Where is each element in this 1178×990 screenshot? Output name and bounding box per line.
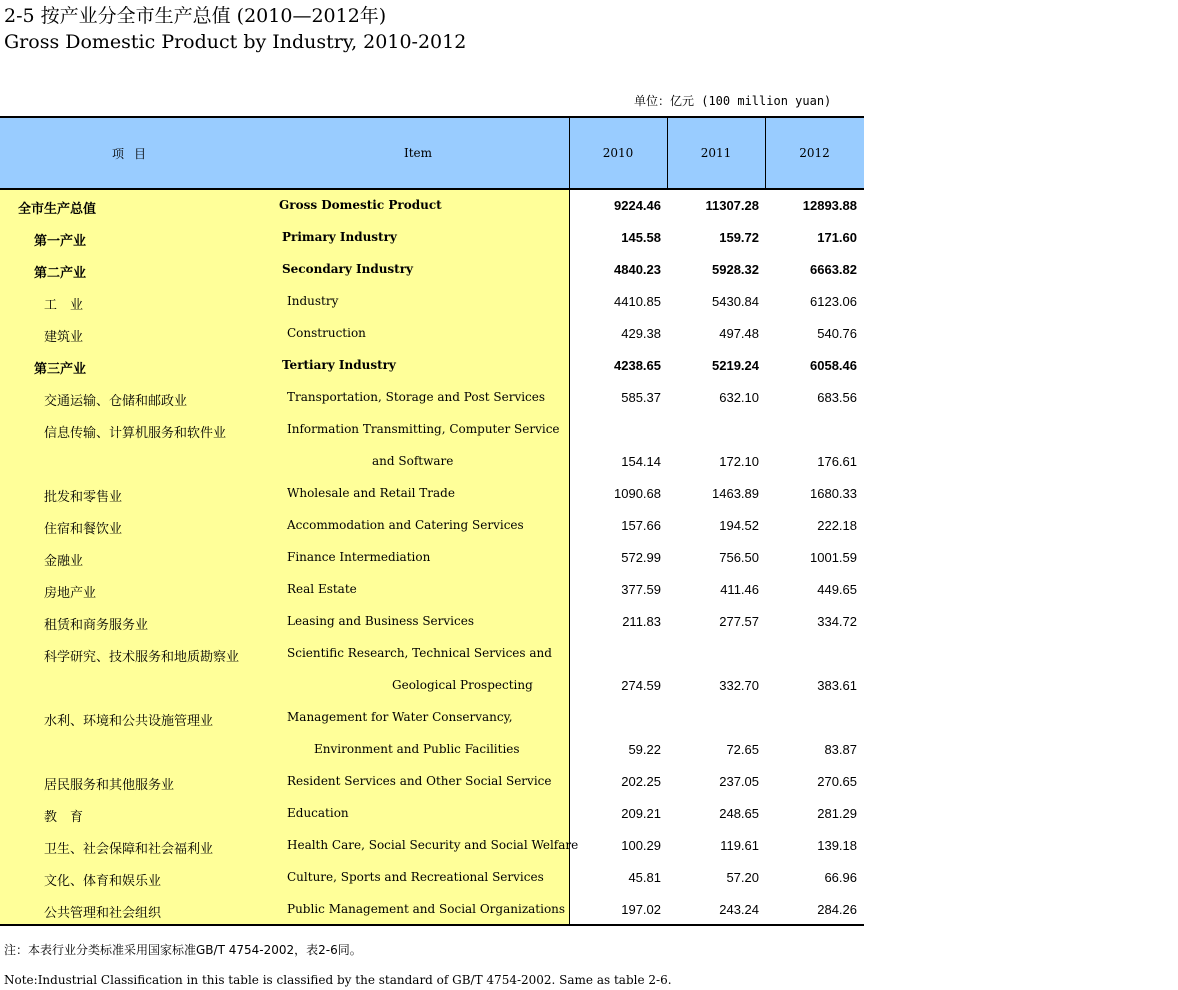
row-value-2011: 72.65: [726, 742, 759, 757]
header-divider: [667, 118, 668, 188]
row-value-2012: 540.76: [817, 326, 857, 341]
row-value-2010: 429.38: [621, 326, 661, 341]
row-value-2010: 100.29: [621, 838, 661, 853]
row-value-2011: 5928.32: [712, 262, 759, 277]
row-value-2011: 172.10: [719, 454, 759, 469]
table-row: [0, 414, 864, 446]
table-row: [0, 606, 864, 638]
header-year-2010: 2010: [602, 146, 634, 160]
row-value-2011: 119.61: [720, 838, 759, 853]
row-value-2012: 83.87: [824, 742, 857, 757]
row-value-2010: 59.22: [628, 742, 661, 757]
table-row: [0, 542, 864, 574]
row-value-2012: 270.65: [817, 774, 857, 789]
row-value-2012: 222.18: [817, 518, 857, 533]
row-value-2010: 154.14: [621, 454, 661, 469]
row-item-en: Health Care, Social Security and Social Welfare: [287, 838, 579, 852]
row-item-cn: 信息传输、计算机服务和软件业: [44, 426, 227, 441]
row-item-cn: 水利、环境和公共设施管理业: [44, 714, 214, 729]
table-row: [0, 670, 864, 702]
row-value-2010: 572.99: [621, 550, 661, 565]
row-value-2012: 139.18: [817, 838, 857, 853]
row-value-2010: 4410.85: [614, 294, 661, 309]
table-row: [0, 382, 864, 414]
row-value-2012: 449.65: [817, 582, 857, 597]
row-item-cn: 房地产业: [44, 586, 97, 601]
row-value-2012: 6663.82: [810, 262, 857, 277]
row-value-2012: 12893.88: [802, 198, 857, 213]
row-value-2010: 1090.68: [614, 486, 661, 501]
row-value-2011: 159.72: [719, 230, 759, 245]
row-item-cn: 公共管理和社会组织: [44, 906, 162, 921]
row-item-cn: 教 育: [44, 810, 84, 825]
table-row: [0, 478, 864, 510]
footnote-chinese: 注：本表行业分类标准采用国家标准GB/T 4754-2002，表2-6同。: [4, 943, 362, 957]
row-item-en: Secondary Industry: [282, 262, 414, 276]
title-english: Gross Domestic Product by Industry, 2010-2012: [4, 31, 467, 53]
table-row: [0, 318, 864, 350]
row-item-en: Public Management and Social Organizations: [287, 902, 566, 916]
row-item-cn: 第二产业: [34, 266, 87, 281]
row-item-cn: 租赁和商务服务业: [44, 618, 149, 633]
row-item-en: Culture, Sports and Recreational Services: [287, 870, 544, 884]
row-value-2011: 237.05: [719, 774, 759, 789]
title-chinese: 2-5 按产业分全市生产总值 (2010—2012年): [4, 5, 387, 27]
header-divider: [765, 118, 766, 188]
row-value-2010: 585.37: [621, 390, 661, 405]
row-item-en: Leasing and Business Services: [287, 614, 474, 628]
row-item-cn: 建筑业: [44, 330, 84, 345]
row-value-2011: 497.48: [719, 326, 759, 341]
row-value-2012: 6058.46: [810, 358, 857, 373]
row-item-en: Wholesale and Retail Trade: [287, 486, 455, 500]
row-item-en: Environment and Public Facilities: [314, 742, 520, 756]
header-item-en: Item: [403, 146, 433, 160]
table-row: [0, 766, 864, 798]
row-item-cn: 文化、体育和娱乐业: [44, 874, 162, 889]
row-item-cn: 工 业: [44, 298, 84, 313]
row-value-2012: 281.29: [817, 806, 857, 821]
table-row: [0, 862, 864, 894]
header-divider: [569, 118, 570, 188]
row-value-2010: 157.66: [621, 518, 661, 533]
table-row: [0, 446, 864, 478]
row-item-cn: 住宿和餐饮业: [44, 522, 123, 537]
table-row: [0, 510, 864, 542]
header-year-2012: 2012: [799, 146, 830, 160]
row-value-2010: 4840.23: [614, 262, 661, 277]
row-item-en: Education: [287, 806, 349, 820]
row-value-2011: 57.20: [726, 870, 759, 885]
row-item-en: Finance Intermediation: [287, 550, 431, 564]
row-value-2011: 194.52: [719, 518, 759, 533]
row-item-en: Transportation, Storage and Post Services: [287, 390, 546, 404]
row-value-2010: 202.25: [621, 774, 661, 789]
table-row: [0, 574, 864, 606]
row-item-en: Information Transmitting, Computer Service: [287, 422, 560, 436]
row-item-cn: 第一产业: [34, 234, 87, 249]
row-value-2012: 334.72: [817, 614, 857, 629]
row-item-en: Management for Water Conservancy,: [287, 710, 513, 724]
footnote-english: Note:Industrial Classification in this table is classified by the standard of GB/T 4754-2002. Same as table 2-6.: [4, 973, 672, 987]
row-item-cn: 卫生、社会保障和社会福利业: [44, 842, 214, 857]
row-value-2011: 5219.24: [712, 358, 759, 373]
table-row: [0, 702, 864, 734]
row-item-en: and Software: [372, 454, 454, 468]
row-value-2011: 243.24: [719, 902, 759, 917]
row-value-2010: 4238.65: [614, 358, 661, 373]
table-row: [0, 254, 864, 286]
row-item-cn: 批发和零售业: [44, 490, 123, 505]
row-value-2010: 274.59: [621, 678, 661, 693]
row-value-2010: 9224.46: [614, 198, 661, 213]
table-header: [0, 116, 864, 190]
table-row: [0, 286, 864, 318]
row-item-en: Gross Domestic Product: [279, 198, 442, 212]
row-value-2010: 377.59: [621, 582, 661, 597]
row-item-cn: 居民服务和其他服务业: [44, 778, 175, 793]
row-item-en: Primary Industry: [282, 230, 397, 244]
row-item-en: Scientific Research, Technical Services and: [287, 646, 552, 660]
row-value-2012: 1680.33: [810, 486, 857, 501]
row-value-2011: 756.50: [719, 550, 759, 565]
row-item-en: Construction: [287, 326, 366, 340]
row-value-2012: 284.26: [817, 902, 857, 917]
row-item-cn: 金融业: [44, 554, 84, 569]
row-value-2011: 5430.84: [712, 294, 759, 309]
header-item-cn: 项目: [111, 146, 156, 161]
row-item-cn: 科学研究、技术服务和地质勘察业: [44, 650, 240, 665]
table-row: [0, 638, 864, 670]
table-row: [0, 350, 864, 382]
table-row: [0, 222, 864, 254]
unit-label: 单位：亿元 (100 million yuan): [634, 94, 832, 108]
row-value-2011: 277.57: [719, 614, 759, 629]
row-value-2011: 332.70: [719, 678, 759, 693]
table-row: [0, 190, 864, 222]
row-value-2011: 411.46: [720, 582, 759, 597]
table-row: [0, 894, 864, 926]
row-value-2010: 211.83: [622, 614, 661, 629]
row-item-cn: 全市生产总值: [18, 202, 97, 217]
table-row: [0, 734, 864, 766]
table-row: [0, 830, 864, 862]
table-row: [0, 798, 864, 830]
row-value-2010: 209.21: [621, 806, 661, 821]
row-value-2012: 66.96: [824, 870, 857, 885]
row-value-2012: 6123.06: [810, 294, 857, 309]
row-item-en: Industry: [287, 294, 339, 308]
row-value-2011: 248.65: [719, 806, 759, 821]
header-year-2011: 2011: [700, 146, 732, 160]
row-item-en: Real Estate: [287, 582, 357, 596]
row-value-2010: 45.81: [628, 870, 661, 885]
row-value-2011: 1463.89: [712, 486, 759, 501]
table-body: [0, 190, 864, 926]
row-item-cn: 交通运输、仓储和邮政业: [44, 394, 188, 409]
row-value-2012: 1001.59: [810, 550, 857, 565]
row-item-en: Geological Prospecting: [392, 678, 533, 692]
row-value-2011: 632.10: [719, 390, 759, 405]
row-item-en: Accommodation and Catering Services: [287, 518, 524, 532]
row-value-2012: 176.61: [817, 454, 857, 469]
row-item-en: Resident Services and Other Social Service: [287, 774, 552, 788]
row-value-2012: 383.61: [817, 678, 857, 693]
row-value-2012: 171.60: [817, 230, 857, 245]
row-item-cn: 第三产业: [34, 362, 87, 377]
row-value-2011: 11307.28: [705, 198, 759, 213]
row-value-2012: 683.56: [817, 390, 857, 405]
row-value-2010: 145.58: [621, 230, 661, 245]
row-value-2010: 197.02: [621, 902, 661, 917]
row-item-en: Tertiary Industry: [282, 358, 396, 372]
